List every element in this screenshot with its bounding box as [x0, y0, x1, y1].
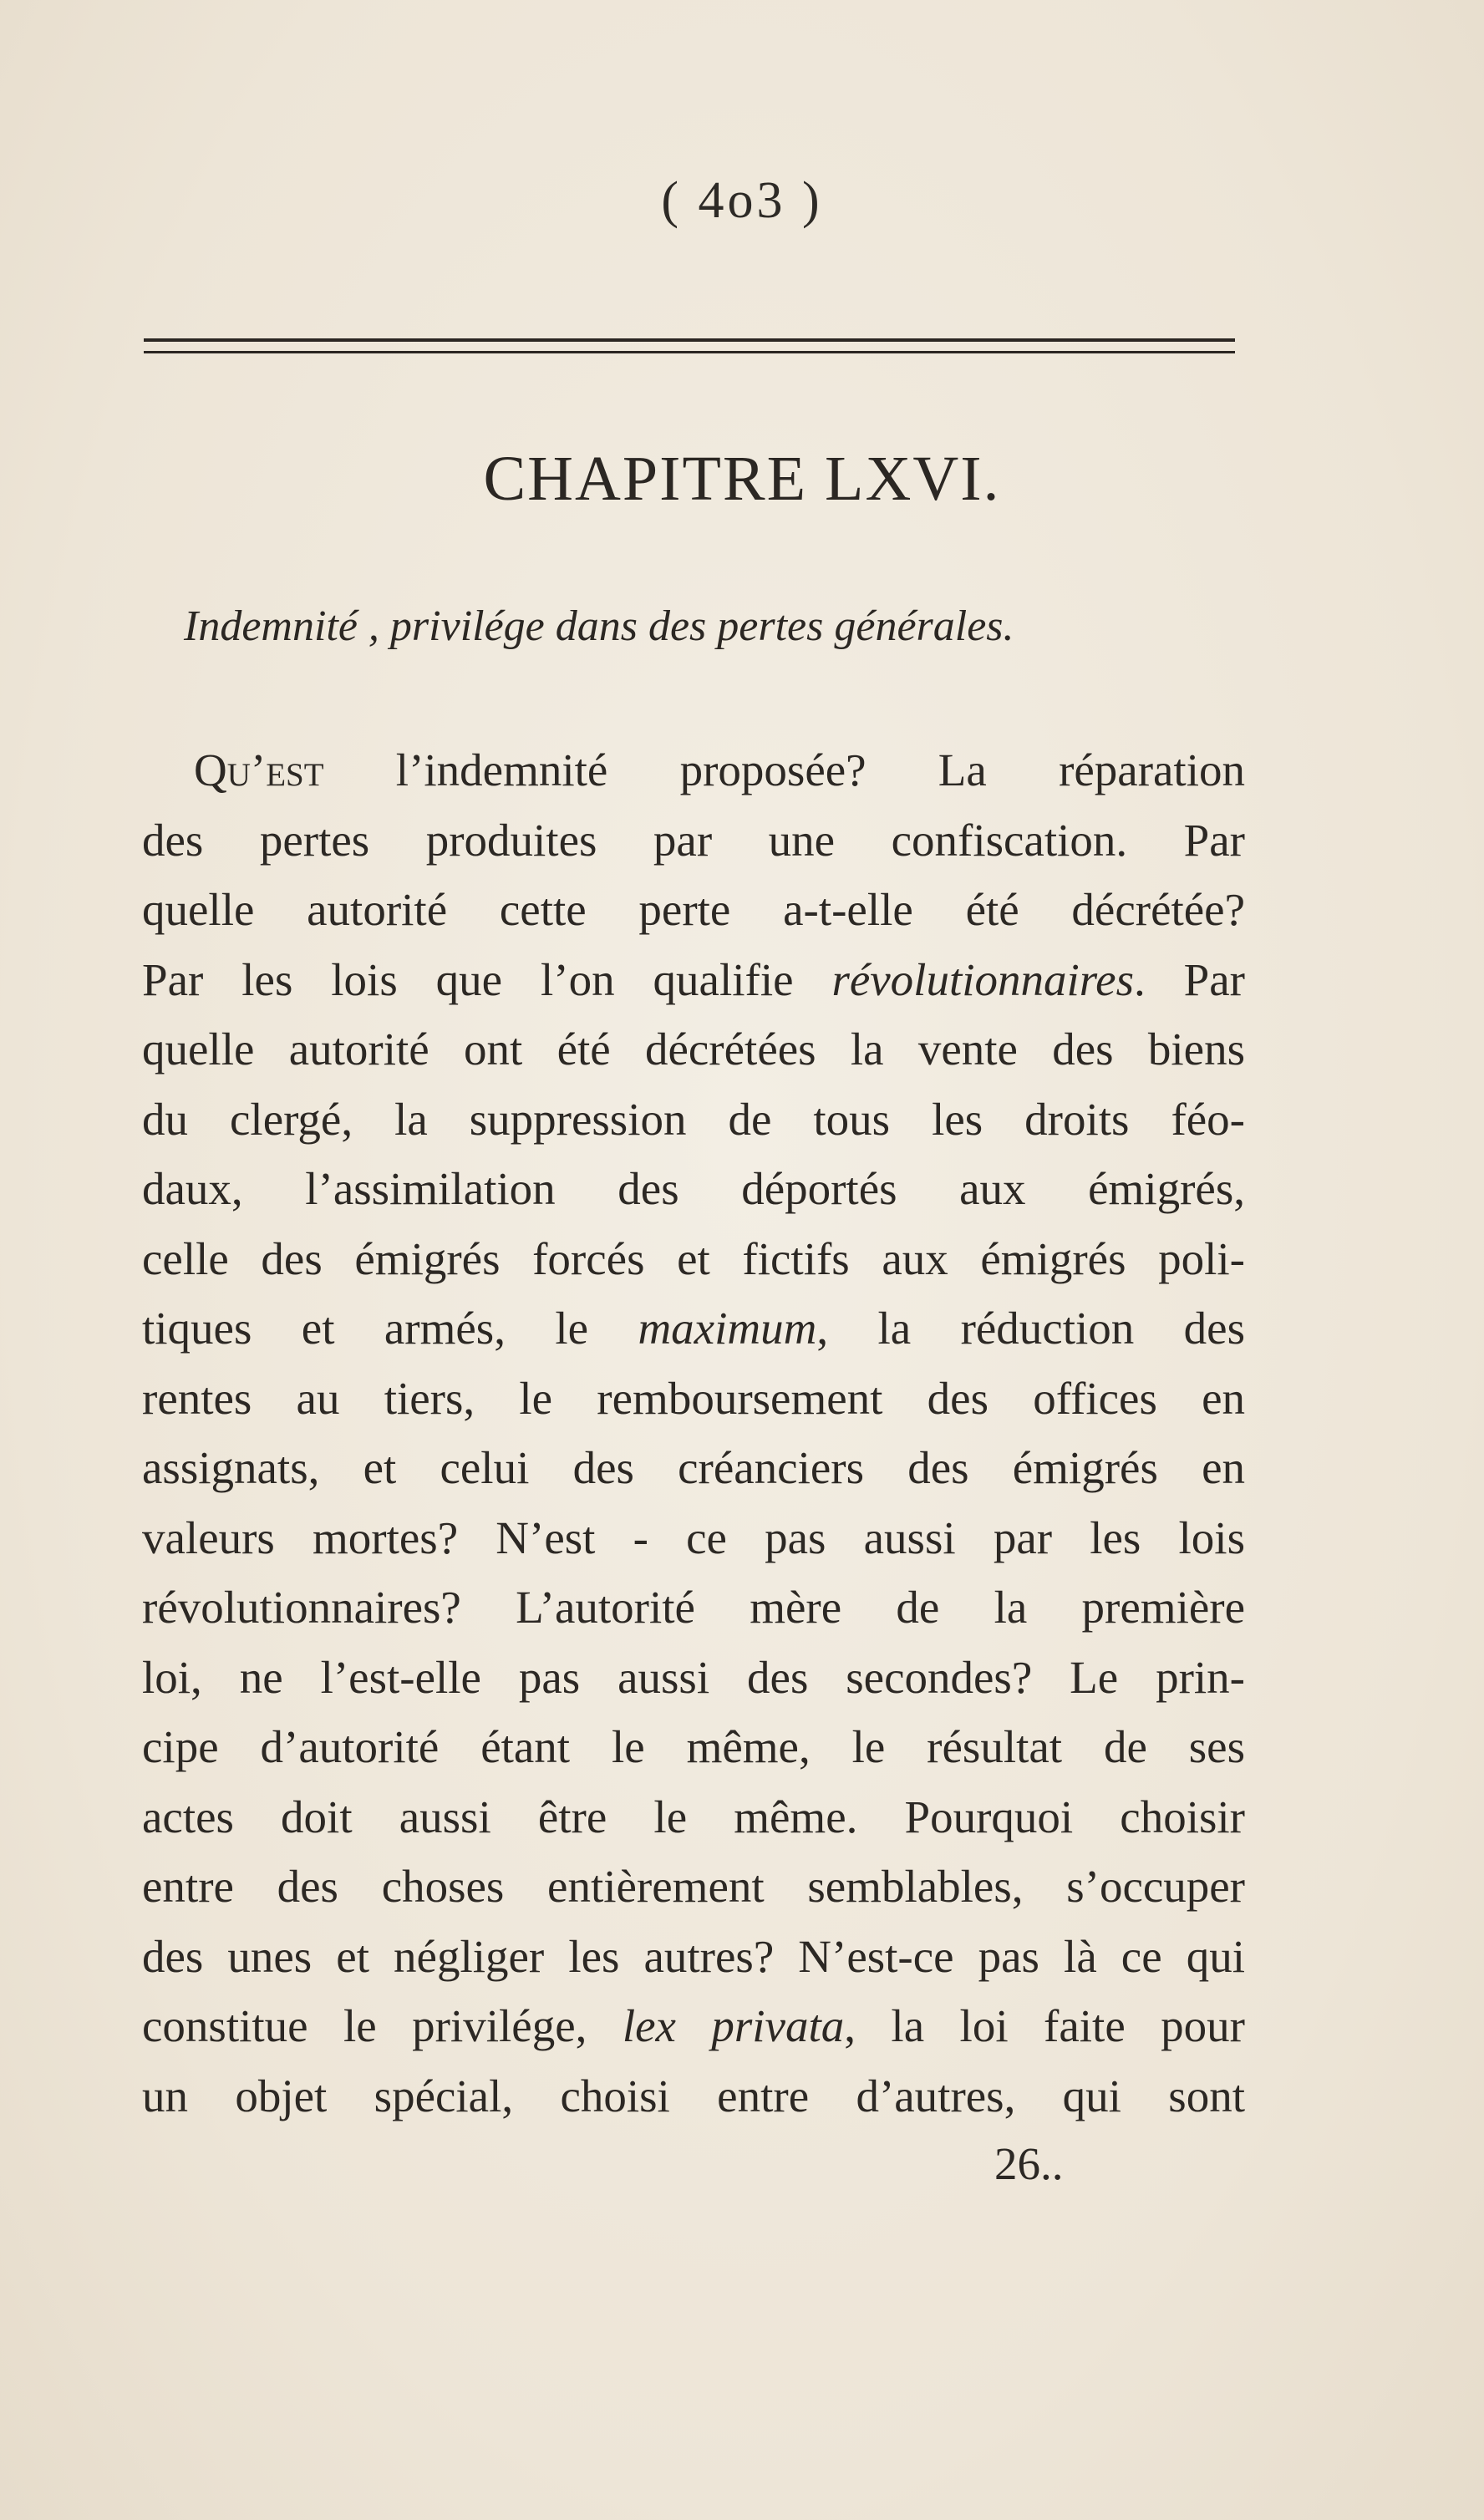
text-line: celle des émigrés forcés et fictifs aux émigrés poli-	[142, 1232, 1245, 1284]
header-rule-top	[144, 338, 1235, 342]
text-line: du clergé, la suppression de tous les droits féo-	[142, 1093, 1245, 1145]
chapter-subtitle: Indemnité , privilége dans des pertes générales.	[184, 602, 1014, 650]
catchword: 26..	[994, 2138, 1064, 2189]
text-line: cipe d’autorité étant le même, le résultat de ses	[142, 1721, 1245, 1772]
text-line: loi, ne l’est-elle pas aussi des secondes? Le prin-	[142, 1651, 1245, 1703]
text-line: valeurs mortes? N’est - ce pas aussi par les lois	[142, 1511, 1245, 1563]
text-line: Qu’est l’indemnité proposée? La réparation	[194, 744, 1245, 795]
text-line: quelle autorité ont été décrétées la vente des biens	[142, 1024, 1245, 1075]
chapter-title: CHAPITRE LXVI.	[483, 444, 1001, 514]
text-line: révolutionnaires? L’autorité mère de la première	[142, 1582, 1245, 1633]
text-line: constitue le privilége, lex privata, la loi faite pour	[142, 2000, 1245, 2051]
text-line: quelle autorité cette perte a-t-elle été décrétée?	[142, 884, 1245, 935]
header-rule-bottom	[144, 351, 1235, 353]
page-number: ( 4o3 )	[661, 172, 823, 229]
body-paragraph	[142, 735, 1245, 2131]
text-line: tiques et armés, le maximum, la réduction des	[142, 1303, 1245, 1354]
text-line: un objet spécial, choisi entre d’autres, qui sont	[142, 2070, 1245, 2121]
text-line: actes doit aussi être le même. Pourquoi choisir	[142, 1791, 1245, 1842]
text-line: daux, l’assimilation des déportés aux émigrés,	[142, 1163, 1245, 1214]
text-line: Par les lois que l’on qualifie révolutionnaires. Par	[142, 953, 1245, 1005]
text-line: assignats, et celui des créanciers des émigrés en	[142, 1442, 1245, 1493]
text-line: des unes et négliger les autres? N’est-ce pas là ce qui	[142, 1930, 1245, 1982]
text-line: des pertes produites par une confiscation. Par	[142, 814, 1245, 866]
text-line: rentes au tiers, le remboursement des offices en	[142, 1372, 1245, 1424]
text-line: entre des choses entièrement semblables, s’occuper	[142, 1861, 1245, 1912]
